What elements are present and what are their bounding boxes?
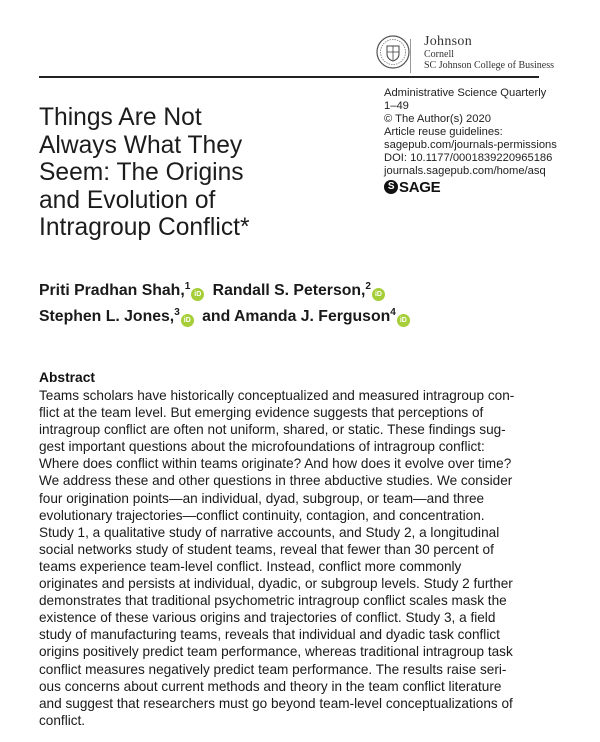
orcid-icon[interactable]: iD: [372, 288, 385, 301]
abstract-line: social networks study of student teams, reveal that fewer than 30 percent of: [39, 541, 494, 557]
abstract-heading: Abstract: [39, 370, 95, 385]
sage-label: SAGE: [399, 178, 441, 196]
author-name: Priti Pradhan Shah,: [39, 282, 185, 299]
abstract-line: ous concerns about current methods and theory in the team conflict literature: [39, 678, 502, 694]
abstract-body: [39, 387, 549, 729]
abstract-line: teams experience team-level conflict. Instead, conflict more commonly: [39, 558, 462, 574]
abstract-line: Where does conflict within teams originate? And how does it evolve over time?: [39, 456, 512, 472]
journal-link[interactable]: journals.sagepub.com/home/asq: [384, 165, 546, 177]
abstract-line: Teams scholars have historically conceptualized and measured intragroup con-: [39, 388, 515, 403]
abstract-line: and suggest that researchers must go beyond team-level conceptualizations of: [39, 695, 513, 711]
abstract-line: demonstrates that traditional psychometric intragroup conflict scales mask the: [39, 593, 507, 609]
orcid-icon[interactable]: iD: [191, 288, 204, 301]
logo-cornell: Cornell: [424, 48, 454, 60]
journal-name: Administrative Science Quarterly: [384, 87, 547, 99]
abstract-line: intragroup conflict are often not uniform, shared, or static. These findings sug-: [39, 422, 506, 438]
abstract-line: existence of these various origins and trajectories of conflict. Study 3, a field: [39, 610, 496, 626]
author-affiliation: 4: [390, 307, 396, 318]
header-rule: [39, 76, 539, 78]
reuse-label: Article reuse guidelines:: [384, 126, 503, 138]
permissions-link[interactable]: sagepub.com/journals-permissions: [384, 139, 557, 151]
title-line: Seem: The Origins: [39, 159, 244, 186]
title-line: and Evolution of: [39, 186, 216, 214]
abstract-line: We address these and other questions in three abductive studies. We consider: [39, 473, 513, 489]
journal-copyright: © The Author(s) 2020: [384, 113, 491, 125]
journal-logo: [376, 30, 554, 74]
journal-info: [384, 87, 557, 194]
abstract-line: Study 1, a qualitative study of narrative accounts, and Study 2, a longitudinal: [39, 524, 500, 540]
title-line: Always What They: [39, 131, 243, 159]
abstract-line: origins positively predict team performance, whereas traditional intragroup task: [39, 644, 513, 660]
abstract-line: four origination points—an individual, dyad, subgroup, or team—and three: [39, 490, 485, 506]
author-name: and Amanda J. Ferguson: [202, 308, 391, 325]
abstract-line: gest important questions about the microfoundations of intragroup conflict:: [39, 439, 485, 455]
abstract-line: study of manufacturing teams, reveals that individual and dyadic task conflict: [39, 627, 500, 643]
logo-school: SC Johnson College of Business: [424, 59, 555, 71]
author-name: Randall S. Peterson,: [212, 282, 366, 299]
abstract-line: originates and persists at individual, dyadic, or subgroup levels. Study 2 further: [39, 576, 513, 592]
orcid-icon[interactable]: iD: [181, 314, 194, 327]
title-line: Things Are Not: [39, 104, 202, 131]
author-name: Stephen L. Jones,: [39, 308, 175, 325]
article-title: [39, 104, 369, 242]
journal-pages: 1–49: [384, 100, 409, 112]
abstract-line: conflict.: [39, 712, 86, 728]
title-line: Intragroup Conflict*: [39, 214, 250, 241]
logo-johnson: Johnson: [424, 33, 472, 49]
author-affiliation: 2: [365, 281, 371, 292]
logo-divider: [410, 39, 411, 73]
author-list: [39, 276, 414, 328]
author-affiliation: 3: [174, 307, 180, 318]
orcid-icon[interactable]: iD: [397, 314, 410, 327]
abstract-line: evolutionary trajectories—conflict continuity, contagion, and concentration.: [39, 507, 485, 523]
sage-logo: [384, 180, 557, 194]
sage-icon: S: [384, 180, 398, 194]
doi[interactable]: DOI: 10.1177/0001839220965186: [384, 152, 553, 164]
cornell-seal-icon: [376, 35, 410, 69]
author-affiliation: 1: [184, 281, 191, 292]
abstract-line: flict at the team level. But emerging evidence suggests that perceptions of: [39, 405, 484, 421]
abstract-line: conflict measures negatively predict team performance. The results raise seri-: [39, 661, 507, 677]
